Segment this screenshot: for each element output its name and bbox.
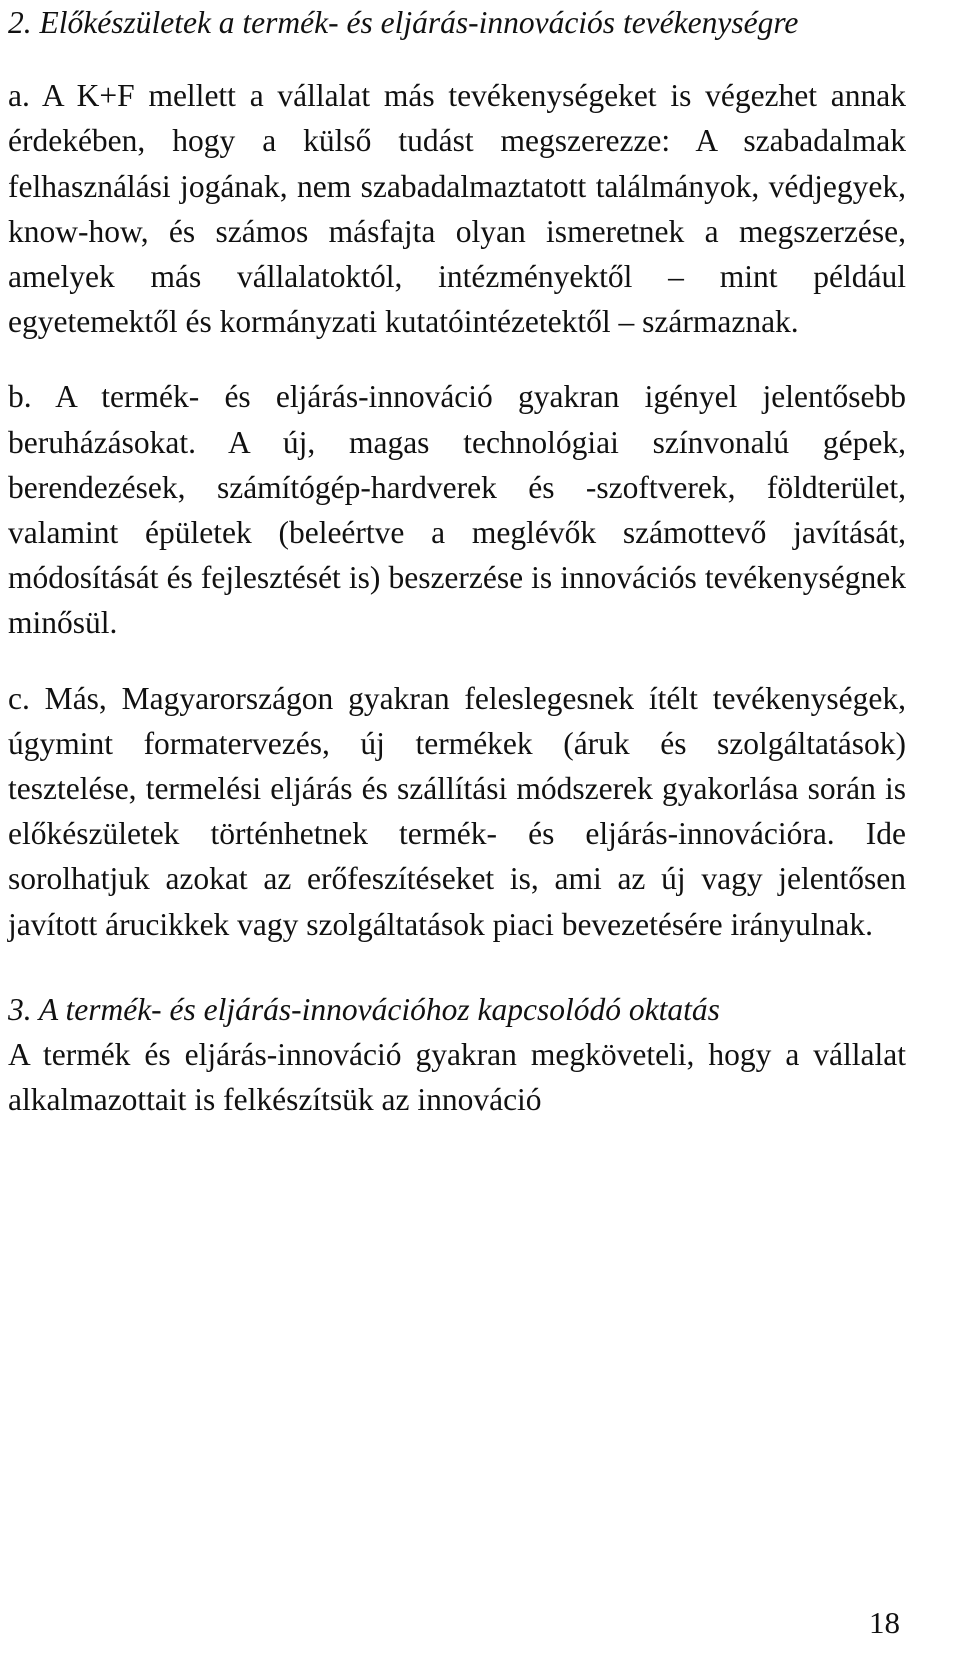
- document-body: [8, 0, 906, 1122]
- paragraph-b: b. A termék- és eljárás-innováció gyakran igényel jelentősebb beruházásokat. A új, magas technológiai színvonalú gépek, berendezések, számítógép-hardverek és -szoftverek, földterület, valamint épületek (beleértve a meglévők számottevő javítását, módosítását és fejlesztését is) beszerzése is innovációs tevékenységnek minősül.: [8, 379, 906, 641]
- paragraph-c: c. Más, Magyarországon gyakran feleslegesnek ítélt tevékenységek, úgymint formatervezés, új termékek (áruk és szolgáltatások) tesztelése, termelési eljárás és szállítási módszerek gyakorlása során is előkészületek történhetnek termék- és eljárás-innovációra. Ide sorolhatjuk azokat az erőfeszítéseket is, ami az új vagy jelentősen javított árucikkek vagy szolgáltatások piaci bevezetésére irányulnak.: [8, 680, 906, 942]
- section-3-heading: 3. A termék- és eljárás-innovációhoz kapcsolódó oktatás: [8, 991, 720, 1027]
- paragraph-a: a. A K+F mellett a vállalat más tevékenységeket is végezhet annak érdekében, hogy a külső tudást megszerezze: A szabadalmak felhasználási jogának, nem szabadalmaztatott találmányok, védjegyek, know-how, és számos másfajta olyan ismeretnek a megszerzése, amelyek más vállalatoktól, intézményektől – mint például egyetemektől és kormányzati kutatóintézetektől – származnak.: [8, 78, 906, 340]
- section-3-paragraph: A termék és eljárás-innováció gyakran megköveteli, hogy a vállalat alkalmazottait is felkészítsük az innováció: [8, 1037, 906, 1118]
- page-number: 18: [869, 1605, 900, 1640]
- section-2-heading: 2. Előkészületek a termék- és eljárás-innovációs tevékenységre: [8, 5, 799, 40]
